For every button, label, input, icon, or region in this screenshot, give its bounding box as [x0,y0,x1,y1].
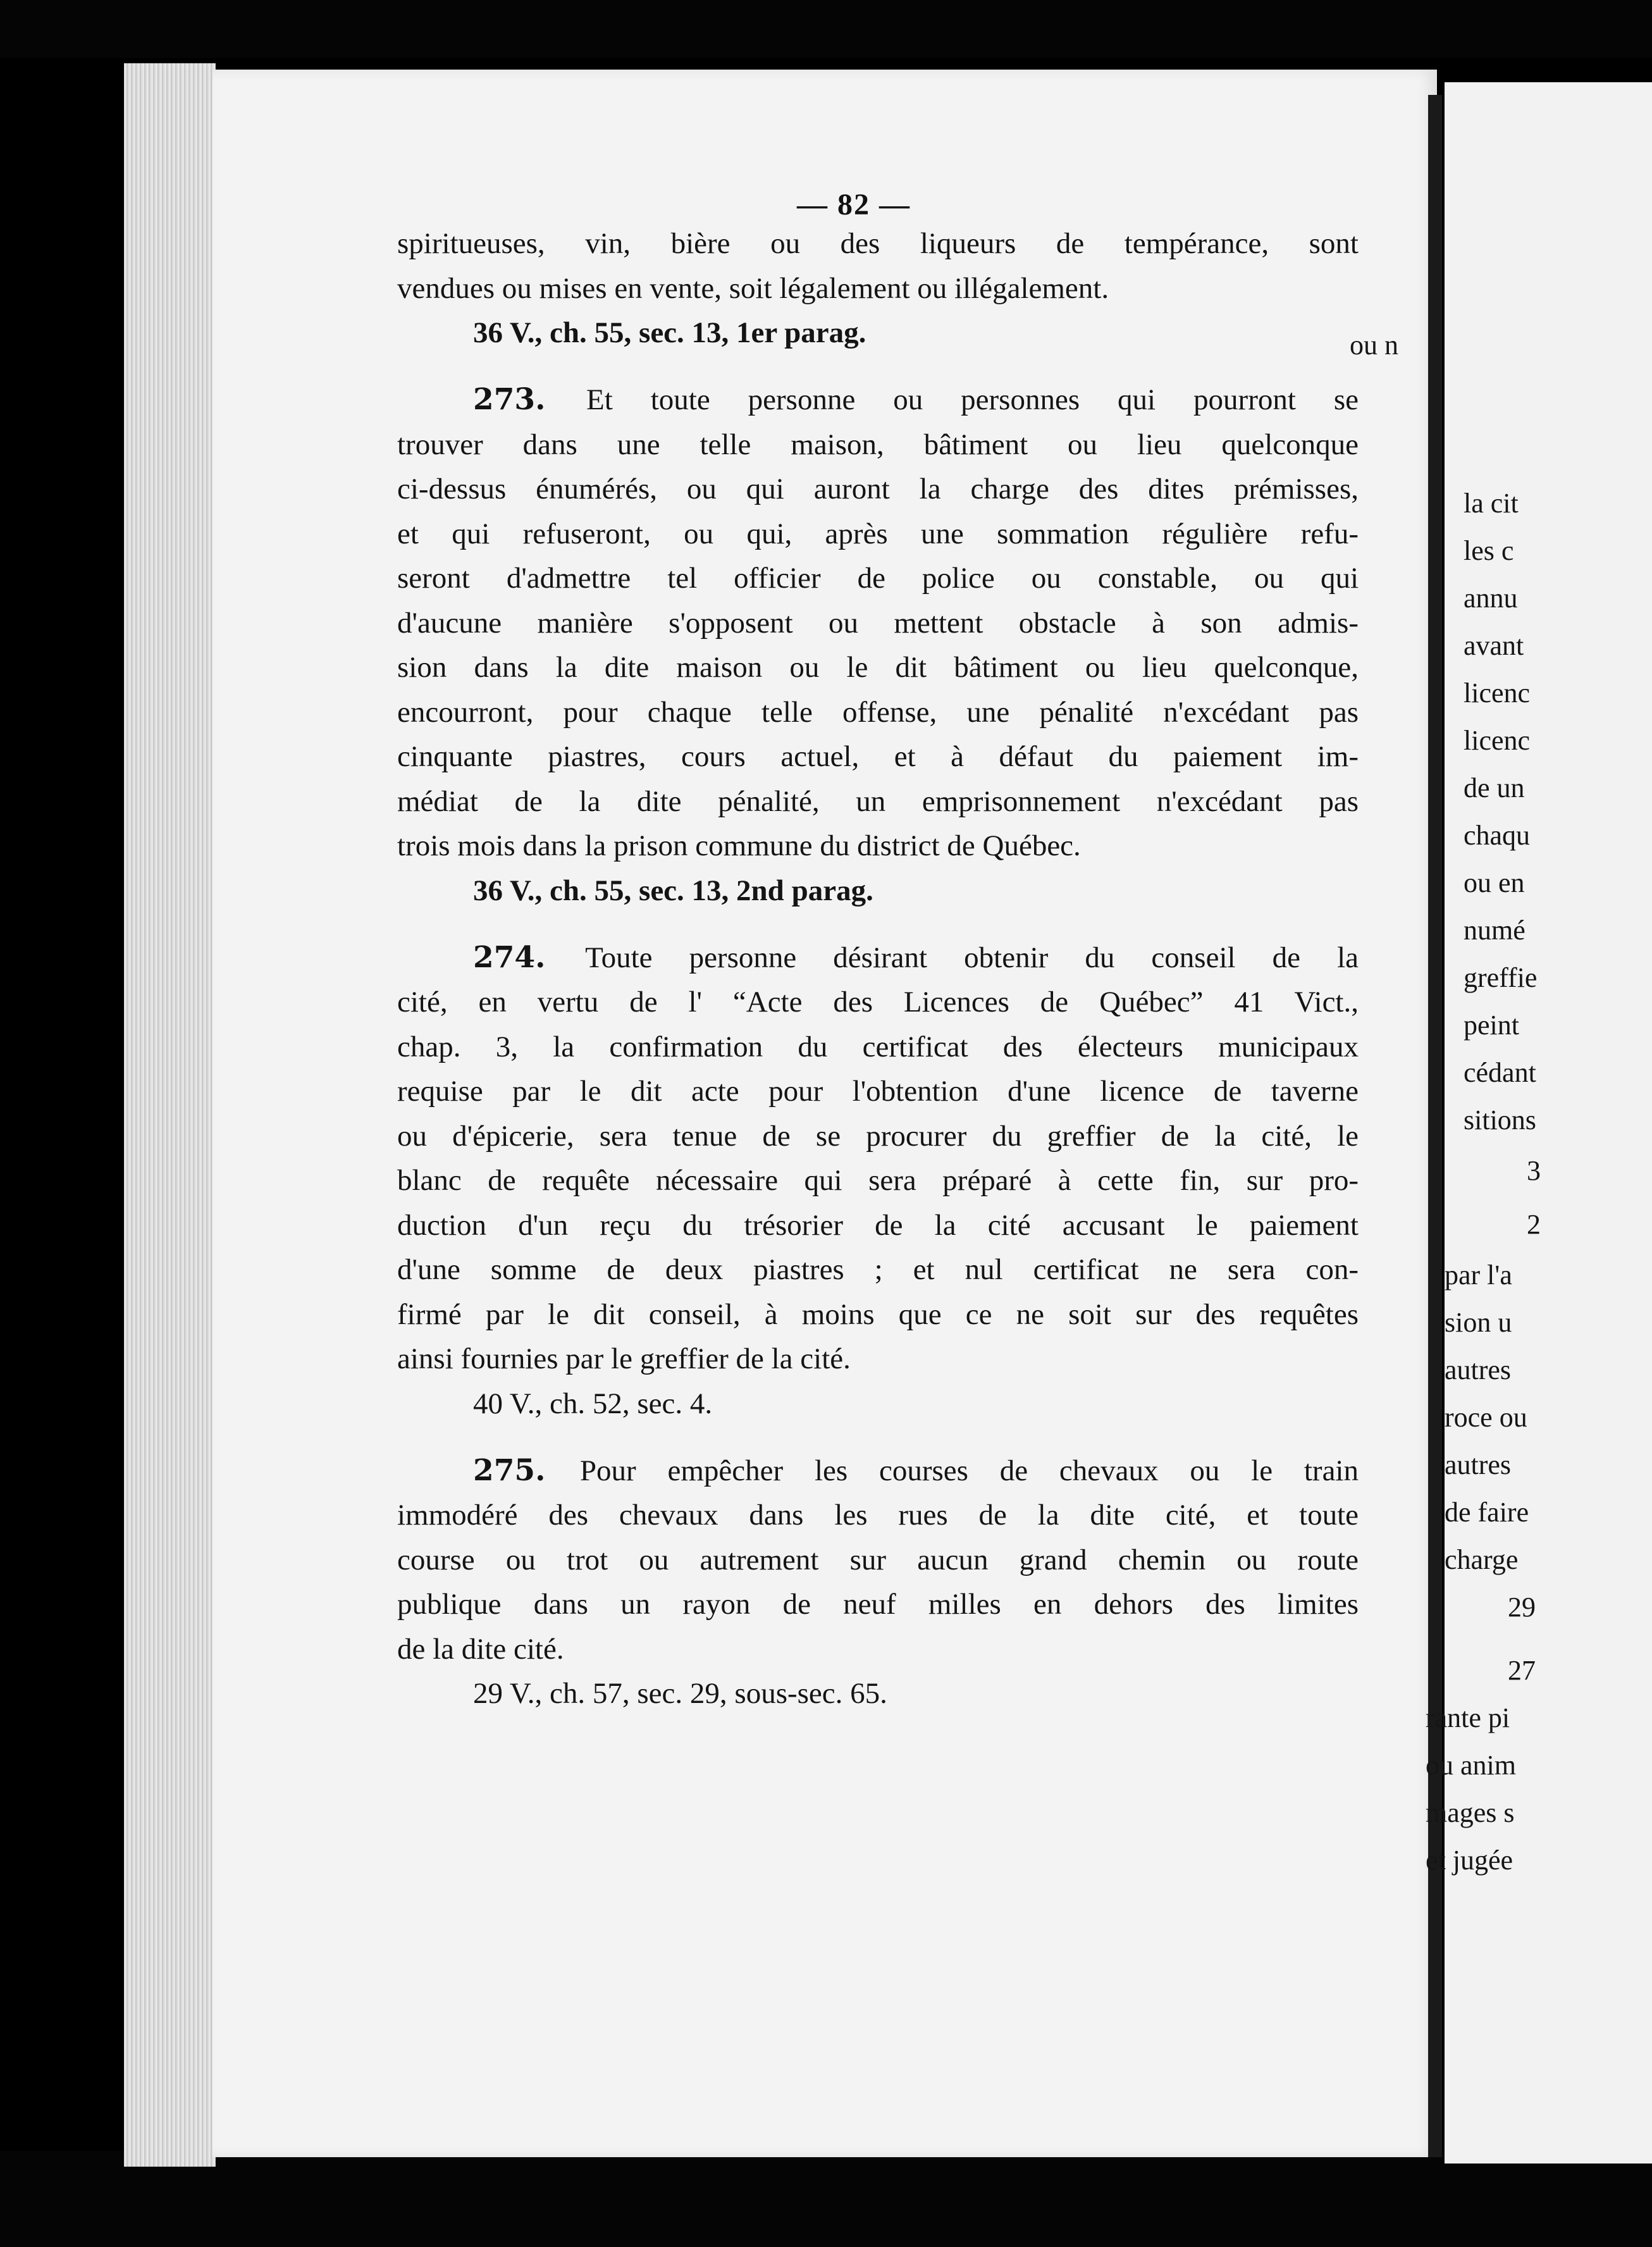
text-line: trouver dans une telle maison, bâtiment ou lieu quelconque [397,428,1359,461]
right-page-line: et jugée [1426,1845,1513,1876]
text-line: cinquante piastres, cours actuel, et à défaut du paiement im- [397,740,1359,773]
right-page-line: de faire [1445,1497,1529,1528]
statute-reference: 40 V., ch. 52, sec. 4. [473,1387,713,1420]
right-page-line: roce ou [1445,1402,1527,1433]
text-line: publique dans un rayon de neuf milles en dehors des limites [397,1588,1359,1621]
right-page-line: rante pi [1426,1702,1510,1733]
text-line-content: Toute personne désirant obtenir du conseil de la [585,941,1359,974]
text-line: ou d'épicerie, sera tenue de se procurer du greffier de la cité, le [397,1119,1359,1153]
right-page-line: annu [1464,583,1518,614]
right-page-line: 3 [1527,1155,1541,1186]
right-page-fragment [1350,82,1652,2163]
text-line [397,936,1359,981]
right-page-line: avant [1464,630,1524,661]
right-page-line: autres [1445,1354,1512,1385]
text-line: encourront, pour chaque telle offense, une pénalité n'excédant pas [397,695,1359,729]
right-page-line: mages s [1426,1797,1515,1828]
paragraph [397,936,1359,1426]
right-page-line: chaqu [1464,820,1531,851]
text-line: médiat de la dite pénalité, un emprisonnement n'excédant pas [397,784,1359,818]
text-line: blanc de requête nécessaire qui sera préparé à cette fin, sur pro- [397,1164,1359,1197]
right-page-line: sitions [1464,1105,1536,1136]
paragraph-gap [397,913,1359,936]
right-page-line: ou anim [1426,1750,1516,1781]
right-page-line: les c [1464,535,1514,566]
text-line: duction d'un reçu du trésorier de la cité accusant le paiement [397,1208,1359,1242]
paragraph-gap [397,1426,1359,1449]
right-page-line: par l'a [1445,1260,1512,1291]
film-border-top [0,0,1652,58]
paragraph [397,1449,1359,1716]
text-line: course ou trot ou autrement sur aucun grand chemin ou route [397,1543,1359,1576]
right-page-line: sion u [1445,1307,1512,1338]
right-page-line: la cit [1464,488,1519,519]
article-number: 274. [473,939,586,975]
statute-reference: 29 V., ch. 57, sec. 29, sous-sec. 65. [473,1677,887,1710]
right-page-line: de un [1464,772,1525,803]
right-page-line: cédant [1464,1057,1536,1088]
article-number: 275. [473,1452,580,1488]
text-line: d'une somme de deux piastres ; et nul certificat ne sera con- [397,1253,1359,1286]
film-border-bottom [0,2151,1652,2247]
text-line: immodéré des chevaux dans les rues de la dite cité, et toute [397,1499,1359,1532]
text-line [397,378,1359,423]
text-line: ainsi fournies par le greffier de la cité. [397,1342,851,1375]
text-line: et qui refuseront, ou qui, après une sommation régulière refu- [397,517,1359,550]
text-line: seront d'admettre tel officier de police ou constable, ou qui [397,562,1359,595]
right-page-line: charge [1445,1544,1519,1575]
text-line: spiritueuses, vin, bière ou des liqueurs de tempérance, sont [397,227,1359,260]
article-number: 273. [473,382,587,417]
right-page-line: ou en [1464,867,1525,898]
right-page-line: ou n [1350,330,1398,361]
text-line-content: Pour empêcher les courses de chevaux ou le train [579,1454,1359,1487]
text-line-content: Et toute personne ou personnes qui pourront se [586,383,1359,416]
right-page-line: 29 [1508,1592,1536,1623]
right-page-line: autres [1445,1449,1512,1480]
page-number: — 82 — [797,188,911,221]
text-line: requise par le dit acte pour l'obtention d'une licence de taverne [397,1075,1359,1108]
book-page-edges [124,63,216,2167]
paragraph [397,378,1359,913]
statute-reference: 36 V., ch. 55, sec. 13, 1er parag. [473,316,866,349]
page-body [397,183,1359,1716]
right-page-line: greffie [1464,962,1538,993]
text-line: vendues ou mises en vente, soit légalement ou illégalement. [397,271,1109,305]
paragraph-gap [397,355,1359,378]
right-page-line: numé [1464,915,1526,946]
text-line: de la dite cité. [397,1632,564,1666]
text-line: cité, en vertu de l' “Acte des Licences de Québec” 41 Vict., [397,986,1359,1018]
right-page-line: 2 [1527,1209,1541,1240]
text-line: trois mois dans la prison commune du district de Québec. [397,829,1081,862]
right-page-line: licenc [1464,725,1531,756]
text-line [397,1449,1359,1494]
text-line: d'aucune manière s'opposent ou mettent obstacle à son admis- [397,606,1359,640]
text-line: chap. 3, la confirmation du certificat des électeurs municipaux [397,1030,1359,1063]
statute-reference: 36 V., ch. 55, sec. 13, 2nd parag. [473,874,873,907]
paragraph [397,221,1359,355]
text-line: sion dans la dite maison ou le dit bâtiment ou lieu quelconque, [397,651,1359,684]
right-page-line: peint [1464,1010,1519,1041]
right-page-line: licenc [1464,678,1531,709]
text-line: ci-dessus énumérés, ou qui auront la charge des dites prémisses, [397,473,1359,505]
right-page-line: 27 [1508,1655,1536,1686]
text-line: firmé par le dit conseil, à moins que ce ne soit sur des requêtes [397,1297,1359,1331]
